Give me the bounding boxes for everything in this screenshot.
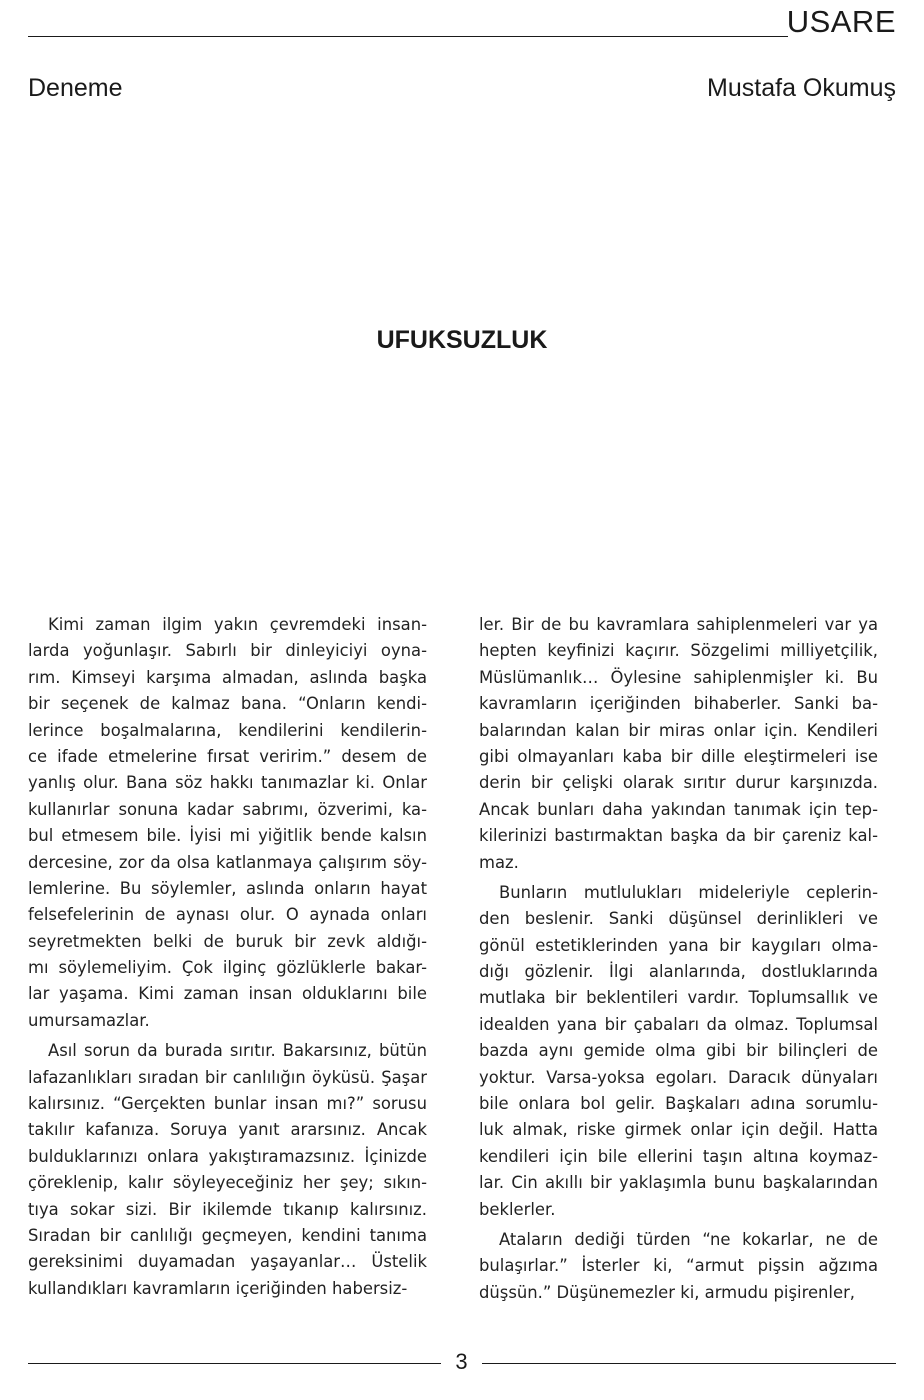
text-line: Sıradan bir canlılığı geçmeyen, kendini tanıma xyxy=(28,1225,427,1245)
text-line: luk almak, riske girmek onlar için değil. Hatta xyxy=(479,1120,878,1140)
text-line: kendileri için bile ellerini taşın altına koymaz- xyxy=(479,1146,878,1166)
author-name: Mustafa Okumuş xyxy=(707,74,896,102)
text-line: den beslenir. Sanki düşünsel derinlikleri ve xyxy=(479,909,878,929)
text-line: bazda aynı gemide olma gibi bir bilinçleri de xyxy=(479,1041,878,1061)
text-line: yanlış olur. Bana söz hakkı tanımazlar ki. Onlar xyxy=(28,773,427,793)
text-line: bir seçenek de kalmaz bana. “Onların kendi- xyxy=(28,694,427,714)
text-line: lerince boşalmalarına, kendilerini kendilerin- xyxy=(28,720,427,740)
text-line: hepten keyfinizi kaçırır. Sözgelimi milliyetçilik, xyxy=(479,641,878,661)
text-line: lemlerine. Bu söylemler, aslında onların hayat xyxy=(28,878,427,898)
text-line: Müslümanlık… Öylesine sahiplenmişler ki. Bu xyxy=(479,667,878,687)
text-line: düşsün.” Düşünemezler ki, armudu pişirenler, xyxy=(479,1282,856,1302)
text-line: lar yaşama. Kimi zaman insan olduklarını bile xyxy=(28,984,427,1004)
text-line: lar. Cin akıllı bir yaklaşımla bunu başkalarından xyxy=(479,1173,878,1193)
text-line: gibi olmayanları kaba bir dille eleştirmeleri ise xyxy=(479,746,878,766)
text-line: yoktur. Varsa-yoksa egoları. Daracık dünyaları xyxy=(479,1067,878,1087)
text-line: çöreklenip, kalır söyleyeceğiniz her şey; sıkın- xyxy=(28,1173,427,1193)
text-line: kavramların içeriğinden bihaberler. Sanki ba- xyxy=(479,694,878,714)
text-line: gönül estetiklerinden yana bir kaygıları olma- xyxy=(479,935,878,955)
text-line: gereksinimi duyamadan yaşayanlar… Üstelik xyxy=(28,1252,427,1272)
magazine-name: USARE xyxy=(786,4,896,39)
right-text-column xyxy=(479,612,878,1306)
text-line: derin bir çelişki olarak sırıtır durur karşınızda. xyxy=(479,773,878,793)
text-line: kullandıkları kavramların içeriğinden habersiz- xyxy=(28,1278,408,1298)
text-line: kalırsınız. “Gerçekten bunlar insan mı?” sorusu xyxy=(28,1094,427,1114)
text-line: mı söylemeliyim. Çok ilginç gözlüklerle bakar- xyxy=(28,958,427,978)
text-line: bul etmesem bile. İyisi mi yiğitlik bende kalsın xyxy=(28,826,427,846)
text-line: balarından kalan bir miras onlar için. Kendileri xyxy=(479,720,878,740)
text-line: dercesine, zor da olsa katlanmaya çalışırım söy- xyxy=(28,852,427,872)
article-title: UFUKSUZLUK xyxy=(376,326,548,354)
text-line: Ataların dediği türden “ne kokarlar, ne de xyxy=(499,1229,878,1249)
footer-rule-left xyxy=(28,1363,441,1364)
text-line: kilerinizi bastırmaktan başka da bir çareniz kal- xyxy=(479,826,878,846)
text-line: tıya sokar sizi. Bir ikilemde tıkanıp kalırsınız. xyxy=(28,1199,427,1219)
text-line: lafazanlıkları sıradan bir canlılığın öyküsü. Şaşar xyxy=(28,1067,427,1087)
text-line: rım. Kimseyi karşıma almadan, aslında başka xyxy=(28,667,427,687)
text-line: mutlaka bir beklentileri vardır. Toplumsallık ve xyxy=(479,988,878,1008)
text-line: bulaşırlar.” İsterler ki, “armut pişsin ağzıma xyxy=(479,1256,878,1276)
text-line: ce ifade etmelerine fırsat veririm.” desem de xyxy=(28,746,427,766)
page-number: 3 xyxy=(455,1349,468,1374)
text-line: Asıl sorun da burada sırıtır. Bakarsınız, bütün xyxy=(48,1041,427,1061)
text-line: beklerler. xyxy=(479,1199,556,1219)
text-line: dığı gözlenir. İlgi alanlarında, dostluklarında xyxy=(479,962,878,982)
footer-rule-right xyxy=(482,1363,896,1364)
text-line: kullanırlar sonuna kadar sabrımı, özverimi, ka- xyxy=(28,799,427,819)
text-line: seyretmekten belki de buruk bir zevk aldığı- xyxy=(28,931,427,951)
text-line: takılır kafanıza. Soruya yanıt ararsınız. Ancak xyxy=(28,1120,427,1140)
text-line: felsefelerinin de aynası olur. O aynada onları xyxy=(28,905,427,925)
text-line: Kimi zaman ilgim yakın çevremdeki insan- xyxy=(48,615,427,634)
section-label: Deneme xyxy=(28,74,123,102)
text-line: maz. xyxy=(479,852,519,872)
text-line: idealden yana bir çabaları da olmaz. Toplumsal xyxy=(479,1014,878,1034)
text-line: Ancak bunları daha yakından tanımak için tep- xyxy=(479,799,878,819)
text-line: bulduklarınızı onlara yakıştıramazsınız. İçinizde xyxy=(28,1146,427,1166)
text-line: Bunların mutlulukları mideleriyle ceplerin- xyxy=(499,882,878,902)
text-line: ler. Bir de bu kavramlara sahiplenmeleri var ya xyxy=(479,615,878,634)
text-line: bile onlara bol gelir. Başkaları adına sorumlu- xyxy=(479,1094,878,1114)
text-line: umursamazlar. xyxy=(28,1010,150,1030)
header-rule xyxy=(28,36,788,37)
text-line: larda yoğunlaşır. Sabırlı bir dinleyiciyi oyna- xyxy=(28,641,427,661)
left-text-column xyxy=(28,612,427,1302)
